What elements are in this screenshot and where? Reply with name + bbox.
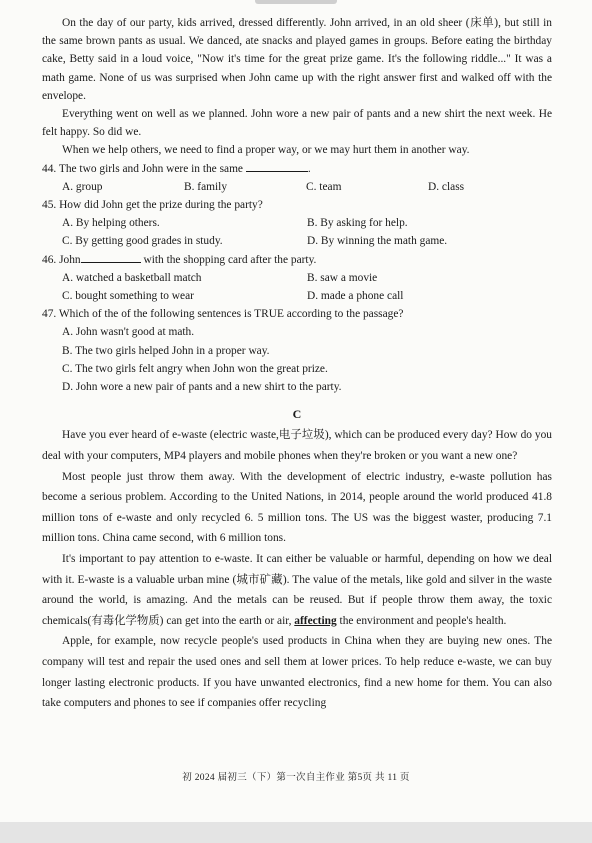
question-45: 45. How did John get the prize during the party?	[42, 199, 263, 212]
passage-paragraph: Everything went on well as we planned. John wore a new pair of pants and a new shirt the next week. He felt happy. So did we.	[42, 108, 552, 139]
question-47: 47. Which of the of the following sentences is TRUE according to the passage?	[42, 308, 404, 321]
paragraph-text: It's important to pay attention to e-waste. It can either be valuable or harmful, depending on how we deal with it. E-waste is a valuable urban mine (城市矿藏). The value of the metals, like gold and silver in the waste around the world, is amazing. And the metals can be reused. But if people throw them away, the toxic chemicals(有毒化学物质) can get into the earth or air,	[42, 553, 552, 627]
options-46-row2	[42, 287, 552, 305]
option-c: C. By getting good grades in study.	[62, 235, 223, 248]
bottom-margin	[0, 822, 592, 843]
passage-paragraph: On the day of our party, kids arrived, dressed differently. John arrived, in an old sheer (床单), but still in the same brown pants as usual. We danced, ate snacks and played games in groups. Before eating the birthday cake, Betty said in a loud voice, "Now it's time for the great prize game. It's the following riddle..." It was a math game. None of us was surprised when John came up with the right answer first and walked off with the envelope.	[42, 17, 552, 102]
question-44	[42, 160, 552, 178]
paragraph-text: the environment and people's health.	[339, 614, 507, 627]
options-45-row1	[42, 214, 552, 232]
underlined-word: affecting	[294, 614, 337, 627]
section-title: C	[292, 407, 302, 422]
question-stem-end: .	[307, 162, 311, 175]
option-a: A. group	[62, 180, 103, 193]
option-c: C. bought something to wear	[62, 290, 194, 303]
option-b: B. The two girls helped John in a proper way.	[62, 344, 270, 357]
option-a: A. John wasn't good at math.	[62, 326, 195, 339]
options-45-row2	[42, 232, 552, 250]
passage-paragraph	[42, 549, 552, 631]
page-footer: 初 2024 届初三（下）第一次自主作业 第5页 共 11 页	[182, 773, 410, 783]
passage-paragraph: Apple, for example, now recycle people's used products in China when they are buying new ones. The company will test and repair the used ones and sell them at lower prices. To help reduce e-waste, we can buy longer lasting electronic products. If you have unwanted electronics, find a new home for them. You can also take computers and phones to see if companies offer recycling	[42, 635, 552, 710]
options-46-row1	[42, 269, 552, 287]
answer-blank	[246, 160, 308, 172]
option-a: A. By helping others.	[62, 217, 160, 230]
question-stem-end: with the shopping card after the party.	[143, 253, 317, 266]
question-stem: 44. The two girls and John were in the same	[42, 162, 243, 175]
option-d: D. class	[428, 180, 465, 193]
option-a: A. watched a basketball match	[62, 271, 202, 284]
options-44	[42, 178, 552, 196]
option-b: B. By asking for help.	[307, 217, 408, 230]
option-d: D. made a phone call	[307, 290, 404, 303]
passage-paragraph: When we help others, we need to find a proper way, or we may hurt them in another way.	[62, 144, 470, 157]
top-edge-marker	[255, 0, 337, 4]
question-46	[42, 251, 552, 269]
option-c: C. The two girls felt angry when John won the great prize.	[62, 362, 328, 375]
answer-blank	[81, 251, 141, 263]
passage-paragraph: Have you ever heard of e-waste (electric waste,电子垃圾), which can be produced every day? How do you deal with your computers, MP4 players and mobile phones when they're broken or you want a new one?	[42, 429, 552, 463]
option-d: D. By winning the math game.	[307, 235, 448, 248]
option-d: D. John wore a new pair of pants and a new shirt to the party.	[62, 381, 342, 394]
option-b: B. family	[184, 180, 228, 193]
option-b: B. saw a movie	[307, 271, 378, 284]
question-stem: 46. John	[42, 253, 81, 266]
option-c: C. team	[306, 180, 342, 193]
page-content	[42, 14, 552, 714]
passage-paragraph: Most people just throw them away. With the development of electric industry, e-waste pollution has become a serious problem. According to the United Nations, in 2014, people around the world produced 41.8 million tons of e-waste and only recycled 6. 5 million tons. The US was the biggest waster, producing 7.1 million tons. China came second, with 6 million tons.	[42, 470, 552, 545]
